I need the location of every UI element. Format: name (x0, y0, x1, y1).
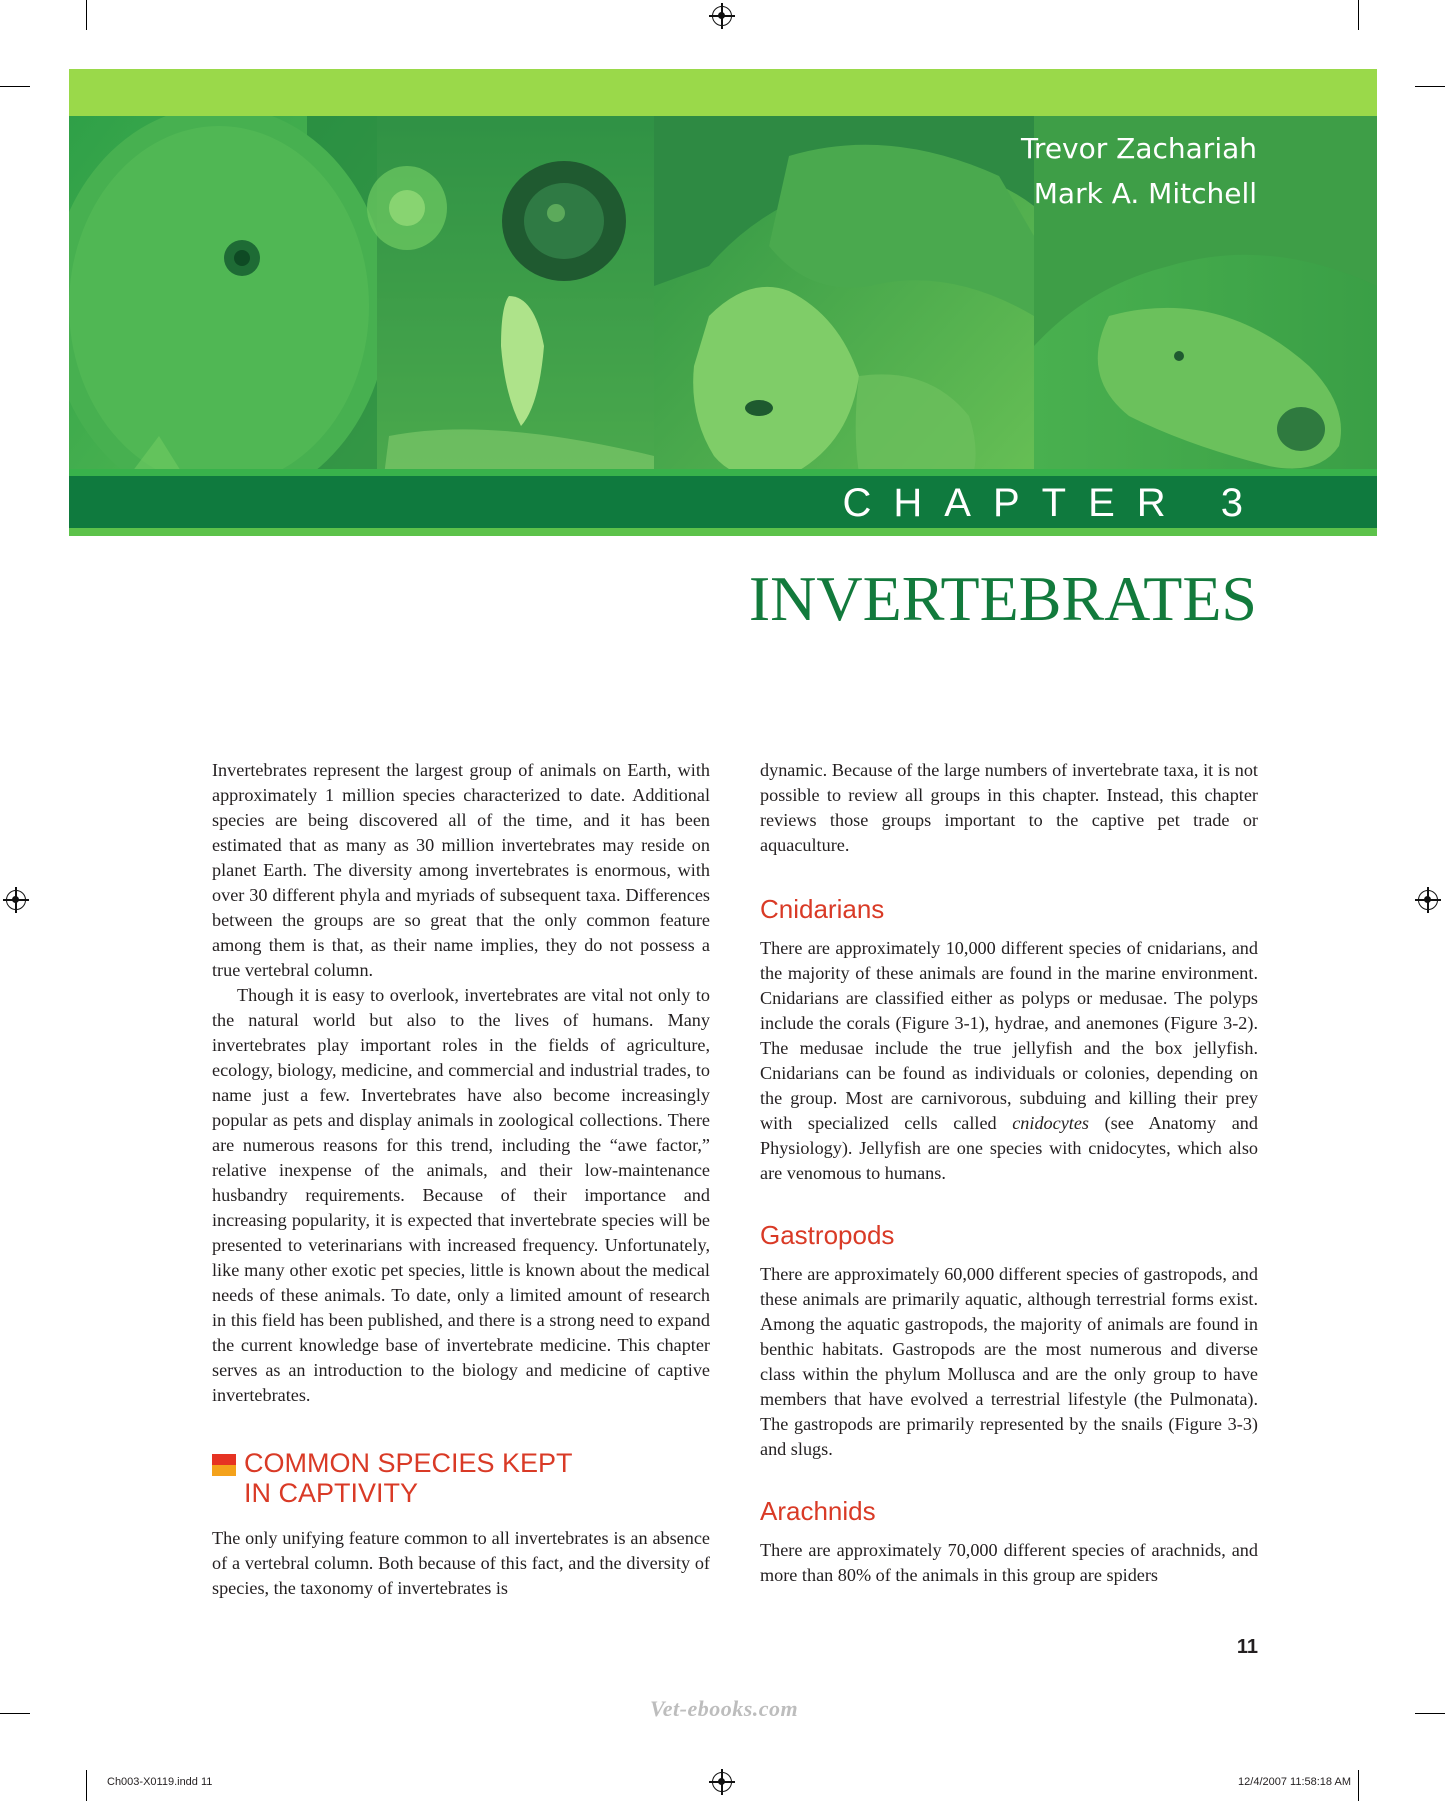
crop-mark (1358, 1770, 1359, 1801)
paragraph: There are approximately 60,000 different species of gastropods, and these animals are primarily aquatic, although terrestrial forms exist. Among the aquatic gastropods, the majority of animals are found in benthic habitats. Gastropods are the most numerous and diverse class within the phylum Mollusca and are the only group to have members that have evolved a terrestrial lifestyle (the Pulmonata). The gastropods are primarily represented by the snails (Figure 3-3) and slugs. (760, 1264, 1258, 1459)
subsection-heading: Gastropods (760, 1220, 895, 1250)
file-slug: Ch003-X0119.indd 11 (107, 1776, 213, 1788)
italic-term: cnidocytes (1012, 1113, 1089, 1133)
registration-mark-icon (6, 890, 26, 910)
registration-mark-icon (712, 6, 732, 26)
registration-mark-icon (712, 1772, 732, 1792)
paragraph: dynamic. Because of the large numbers of invertebrate taxa, it is not possible to review all groups in this chapter. Instead, this chapter reviews those groups important to the captive pet trade or aquaculture. (760, 760, 1258, 855)
crop-mark (86, 0, 87, 30)
text-run: (see Anatomy and Physiology). Jellyfish are one species with cnidocytes, which also are venomous to humans. (760, 1113, 1258, 1183)
paragraph (760, 936, 1258, 1186)
subsection-heading: Arachnids (760, 1496, 876, 1526)
crop-mark (1415, 86, 1445, 87)
crop-mark (1415, 1713, 1445, 1714)
author-name: Mark A. Mitchell (1033, 177, 1257, 210)
heading-marker-icon (212, 1454, 236, 1476)
text-run: There are approximately 10,000 different species of cnidarians, and the majority of these animals are found in the marine environment. Cnidarians are classified either as polyps or medusae. The polyps include the corals (Figure 3-1), hydrae, and anemones (Figure 3-2). The medusae include the true jellyfish and the box jellyfish. Cnidarians can be found as individuals or colonies, depending on the group. Most are carnivorous, subduing and killing their prey with specialized cells called (760, 938, 1258, 1133)
author-name: Trevor Zachariah (1020, 132, 1257, 165)
timestamp-slug: 12/4/2007 11:58:18 AM (1238, 1776, 1351, 1788)
section-heading (212, 1448, 710, 1508)
subsection-heading: Cnidarians (760, 894, 885, 924)
paragraph: There are approximately 70,000 different species of arachnids, and more than 80% of the animals in this group are spiders (760, 1540, 1258, 1585)
paragraph: Invertebrates represent the largest group of animals on Earth, with approximately 1 million species characterized to date. Additional species are being discovered all of the time, and it has been estimated that as many as 30 million invertebrates may reside on planet Earth. The diversity among invertebrates is enormous, with over 30 different phyla and myriads of subsequent taxa. Differences between the groups are so great that the only common feature among them is that, as their name implies, they do not possess a true vertebral column. (212, 760, 710, 980)
banner-top-stripe (69, 69, 1377, 116)
page-number: 11 (1236, 1636, 1258, 1658)
crop-mark (0, 86, 30, 87)
watermark: Vet-ebooks.com (650, 1696, 799, 1721)
chapter-label: CHAPTER 3 (842, 481, 1265, 525)
crop-mark (1358, 0, 1359, 30)
right-column (760, 758, 1258, 1588)
paragraph: Though it is easy to overlook, invertebrates are vital not only to the natural world but also to the lives of humans. Many invertebrates play important roles in the fields of agriculture, ecology, biology, medicine, and commercial and industrial trades, to name just a few. Invertebrates have also become increasingly popular as pets and display animals in zoological collections. There are numerous reasons for this trend, including the “awe factor,” relative inexpense of the animals, and their low-maintenance husbandry requirements. Because of their importance and increasing popularity, it is expected that invertebrate species will be presented to veterinarians with increased frequency. Unfortunately, like many other exotic pet species, little is known about the medical needs of these animals. To date, only a limited amount of research in this field has been published, and there is a strong need to expand the current knowledge base of invertebrate medicine. This chapter serves as an introduction to the biology and medicine of captive invertebrates. (212, 985, 710, 1405)
registration-mark-icon (1418, 890, 1438, 910)
chapter-banner (69, 69, 1377, 536)
crop-mark (86, 1770, 87, 1801)
left-column (212, 758, 710, 1601)
section-heading-line: COMMON SPECIES KEPT (244, 1448, 573, 1478)
section-heading-line: IN CAPTIVITY (244, 1478, 419, 1508)
chapter-bar-stripe (69, 528, 1377, 536)
paragraph: The only unifying feature common to all invertebrates is an absence of a vertebral column. Both because of this fact, and the diversity of species, the taxonomy of invertebrates is (212, 1528, 710, 1598)
chapter-title: INVERTEBRATES (748, 563, 1257, 634)
crop-mark (0, 1713, 30, 1714)
